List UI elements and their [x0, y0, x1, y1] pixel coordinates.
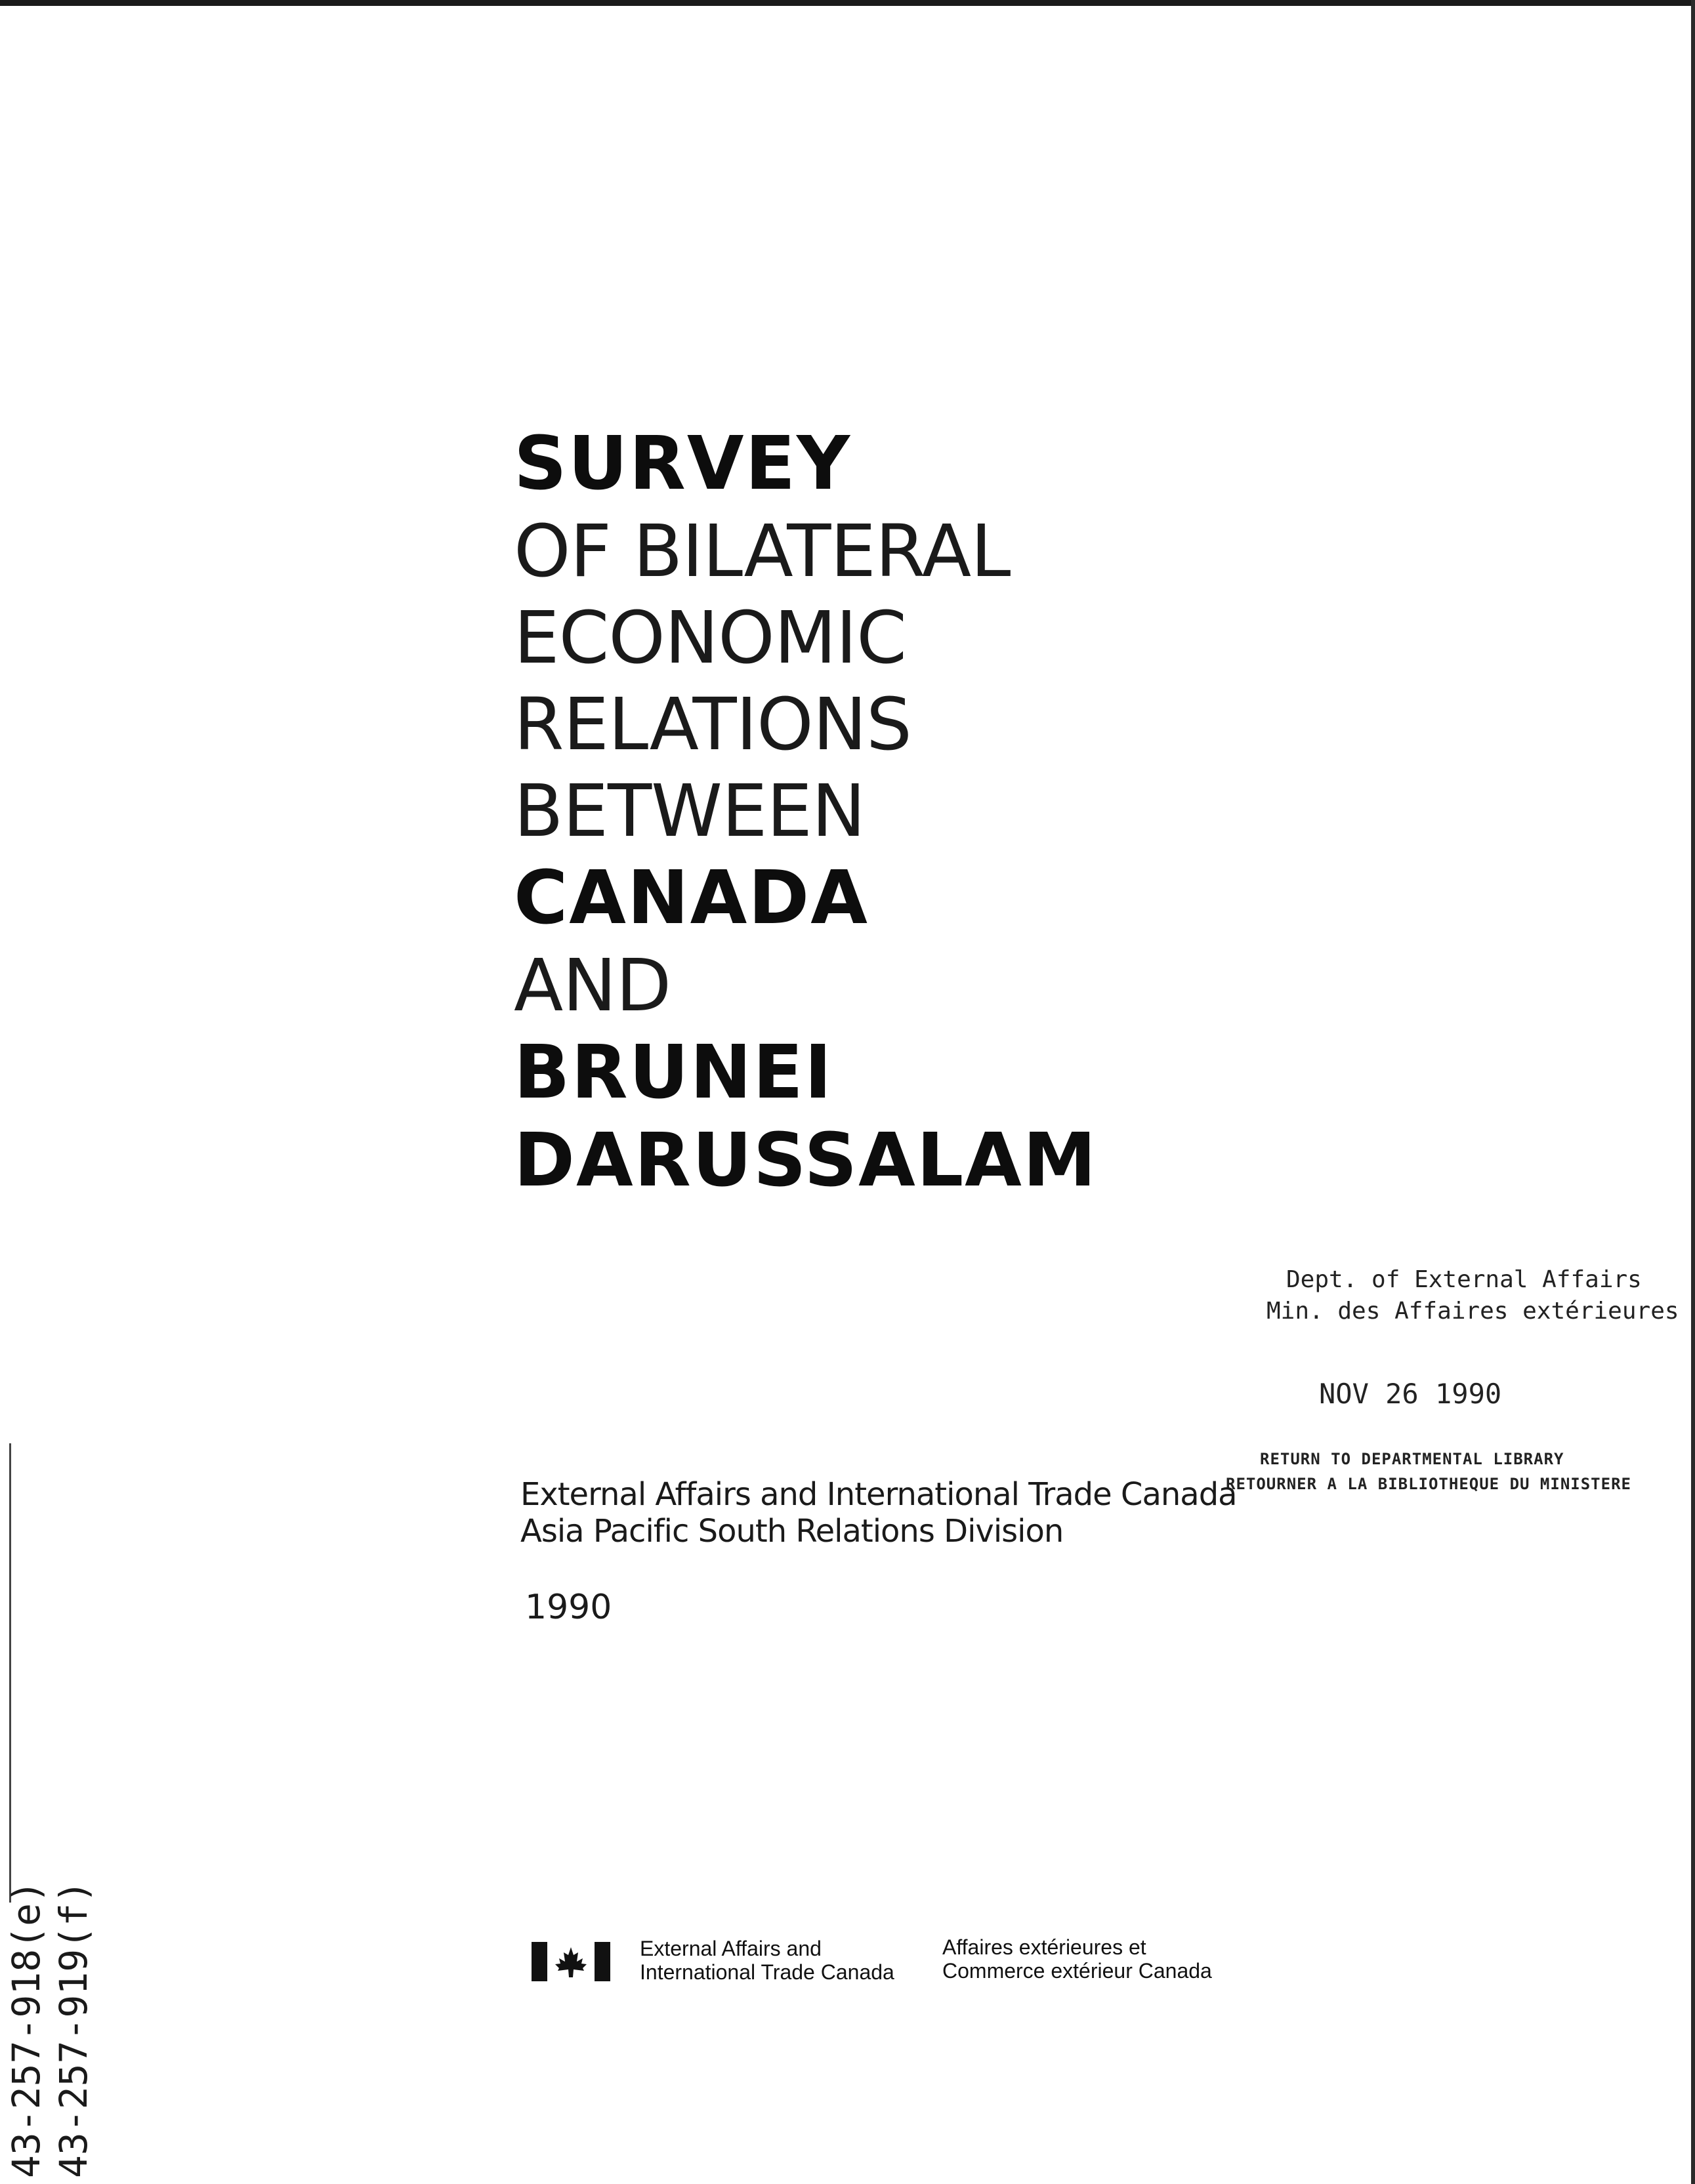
title-line-of-bilateral: OF BILATERAL: [514, 509, 1011, 593]
flag-right-bar: [595, 1942, 610, 1981]
stamp-return-fr: RETOURNER A LA BIBLIOTHEQUE DU MINISTERE: [1226, 1475, 1631, 1493]
stamp-date: NOV 26 1990: [1319, 1378, 1502, 1410]
publisher-line-2: Asia Pacific South Relations Division: [520, 1513, 1064, 1550]
stamp-min: Min. des Affaires extérieures: [1266, 1298, 1679, 1325]
canada-flag-logo: [532, 1942, 610, 1981]
footer-english: [640, 1937, 894, 1984]
document-title: [514, 420, 1097, 1205]
stamp-return-en: RETURN TO DEPARTMENTAL LIBRARY: [1260, 1450, 1564, 1468]
publication-year: 1990: [525, 1588, 612, 1627]
handwritten-line-1: 43-257-918(e): [4, 1880, 49, 2178]
footer-en-line-1: External Affairs and: [640, 1937, 822, 1960]
title-line-survey: SURVEY: [514, 421, 852, 506]
footer-en-line-2: International Trade Canada: [640, 1960, 894, 1984]
title-line-darussalam: DARUSSALAM: [514, 1118, 1098, 1203]
left-margin-mark: [9, 1443, 11, 1903]
publisher-line-1: External Affairs and International Trade Canada: [520, 1476, 1237, 1513]
top-border: [0, 0, 1695, 6]
title-line-between: BETWEEN: [514, 769, 866, 853]
title-line-brunei: BRUNEI: [514, 1030, 833, 1115]
right-border: [1691, 0, 1695, 2184]
footer-fr-line-2: Commerce extérieur Canada: [942, 1959, 1212, 1983]
handwritten-catalog-numbers: [3, 1880, 97, 2178]
stamp-dept: Dept. of External Affairs: [1286, 1266, 1642, 1293]
footer-fr-line-1: Affaires extérieures et: [942, 1935, 1146, 1959]
title-line-canada: CANADA: [514, 855, 869, 941]
publisher-block: [520, 1476, 1237, 1550]
title-line-and: AND: [514, 943, 671, 1027]
flag-left-bar: [532, 1942, 547, 1981]
maple-leaf-icon: [555, 1947, 587, 1977]
title-line-economic: ECONOMIC: [514, 596, 906, 680]
footer-french: [942, 1935, 1212, 1983]
handwritten-line-2: 43-257-919(f): [51, 1880, 96, 2178]
title-line-relations: RELATIONS: [514, 682, 911, 766]
